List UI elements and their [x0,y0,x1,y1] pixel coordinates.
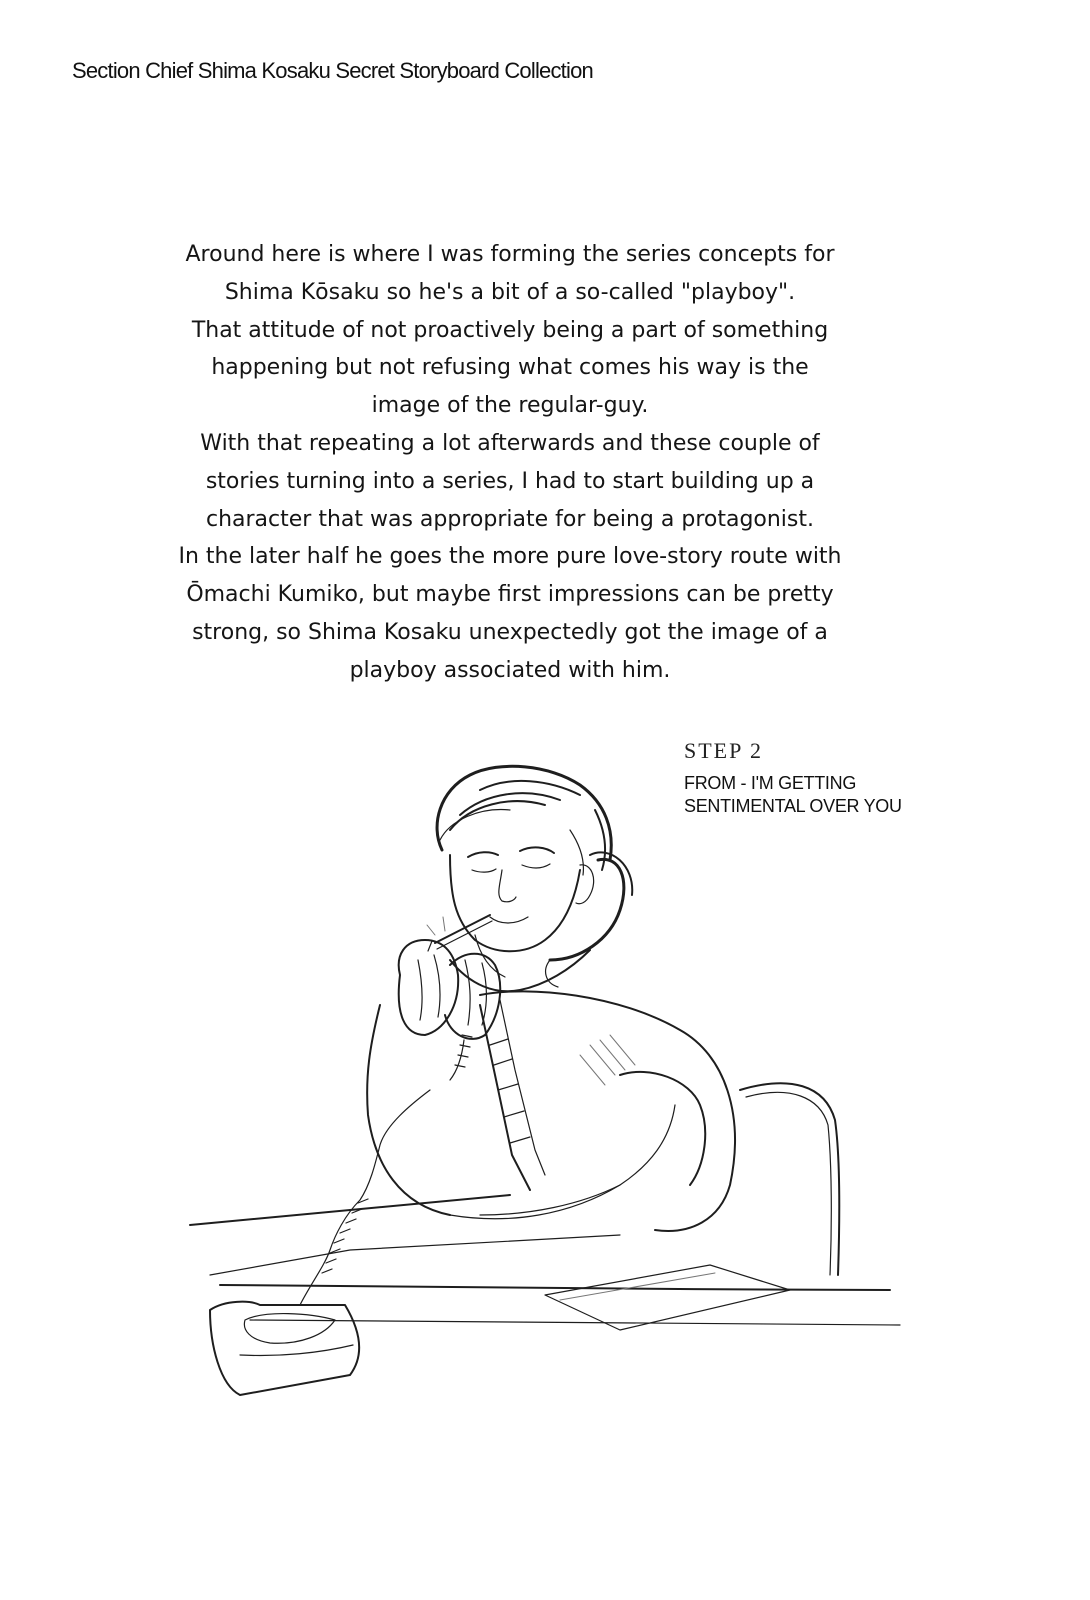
commentary-line: stories turning into a series, I had to start building up a [205,468,815,494]
commentary-line: Shima Kōsaku so he's a bit of a so-called "playboy". [224,279,796,305]
sketch-man-on-phone-icon [150,745,910,1445]
step-number-label: STEP 2 [684,738,764,763]
step-caption [684,738,984,818]
page-header-title: Section Chief Shima Kosaku Secret Storyboard Collection [72,58,593,83]
commentary-line: Around here is where I was forming the series concepts for [185,242,835,267]
commentary-line: happening but not refusing what comes his way is the [211,355,809,381]
commentary-line: That attitude of not proactively being a part of something [191,317,829,343]
commentary-line: strong, so Shima Kosaku unexpectedly got the image of a [192,619,828,645]
storyboard-sketch-illustration [150,745,910,1445]
commentary-line: playboy associated with him. [349,657,671,683]
commentary-line: Ōmachi Kumiko, but maybe first impressions can be pretty [186,582,834,608]
step-source-title [684,772,984,818]
commentary-line: With that repeating a lot afterwards and these couple of [200,430,820,456]
commentary-line: character that was appropriate for being a protagonist. [205,506,815,532]
author-commentary [100,236,920,690]
source-title-line: FROM - I'M GETTING [684,773,857,793]
source-title-line: SENTIMENTAL OVER YOU [684,796,902,816]
commentary-line: image of the regular-guy. [371,393,649,419]
commentary-line: In the later half he goes the more pure love-story route with [178,544,842,570]
